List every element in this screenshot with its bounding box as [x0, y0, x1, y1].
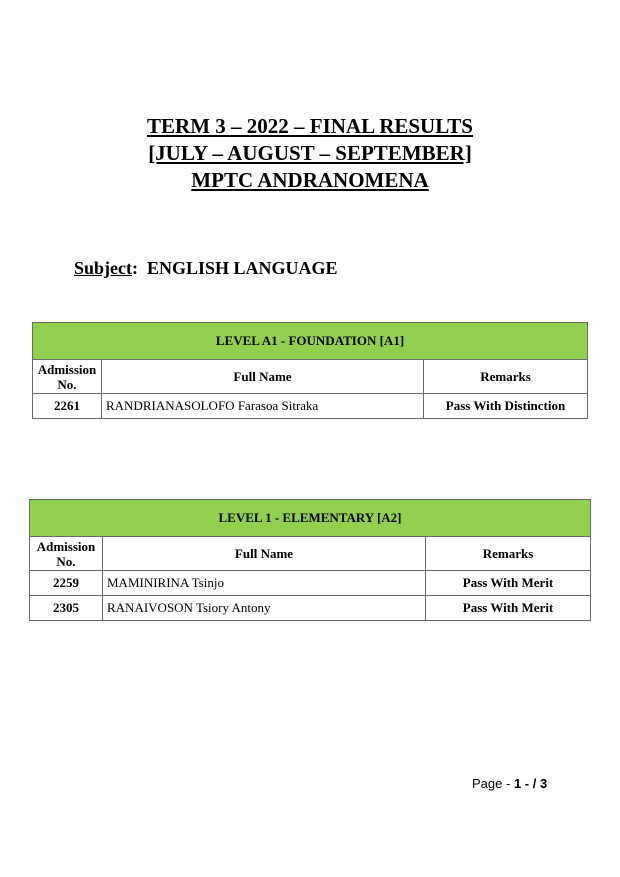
column-header-admission-line2: No. [57, 376, 77, 392]
page-number-prefix: Page - [472, 776, 511, 791]
student-name: MAMINIRINA Tsinjo [103, 571, 426, 596]
column-header-admission [33, 360, 102, 394]
subject-label: Subject [74, 258, 132, 278]
admission-number: 2261 [33, 394, 102, 419]
page-number-current: 1 [513, 776, 522, 791]
table-row [30, 571, 591, 596]
subject-value: ENGLISH LANGUAGE [147, 258, 338, 278]
column-header-full-name: Full Name [102, 360, 424, 394]
level-header: LEVEL 1 - ELEMENTARY [A2] [30, 500, 591, 537]
column-header-remarks: Remarks [426, 537, 591, 571]
remark: Pass With Merit [426, 571, 591, 596]
results-table-a1 [32, 322, 588, 419]
column-header-admission-line1: Admission [36, 538, 96, 554]
column-header-full-name: Full Name [103, 537, 426, 571]
page-number-total: 3 [539, 776, 548, 791]
column-header-remarks: Remarks [424, 360, 588, 394]
admission-number: 2259 [30, 571, 103, 596]
document-title [0, 113, 620, 194]
table-row [30, 596, 591, 621]
column-header-admission [30, 537, 103, 571]
student-name: RANDRIANASOLOFO Farasoa Sitraka [102, 394, 424, 419]
level-header: LEVEL A1 - FOUNDATION [A1] [33, 323, 588, 360]
remark: Pass With Distinction [424, 394, 588, 419]
column-header-admission-line2: No. [56, 553, 76, 569]
results-table-a2 [29, 499, 591, 621]
page-number [472, 776, 547, 791]
title-line-months: [JULY – AUGUST – SEPTEMBER] [148, 141, 472, 165]
subject-separator: : [132, 258, 138, 278]
student-name: RANAIVOSON Tsiory Antony [103, 596, 426, 621]
column-header-admission-line1: Admission [37, 361, 97, 377]
page-number-separator: - / [524, 776, 537, 791]
admission-number: 2305 [30, 596, 103, 621]
table-row [33, 394, 588, 419]
remark: Pass With Merit [426, 596, 591, 621]
subject-line [74, 258, 338, 279]
title-line-term: TERM 3 – 2022 – FINAL RESULTS [147, 114, 473, 138]
title-line-school: MPTC ANDRANOMENA [191, 168, 429, 192]
